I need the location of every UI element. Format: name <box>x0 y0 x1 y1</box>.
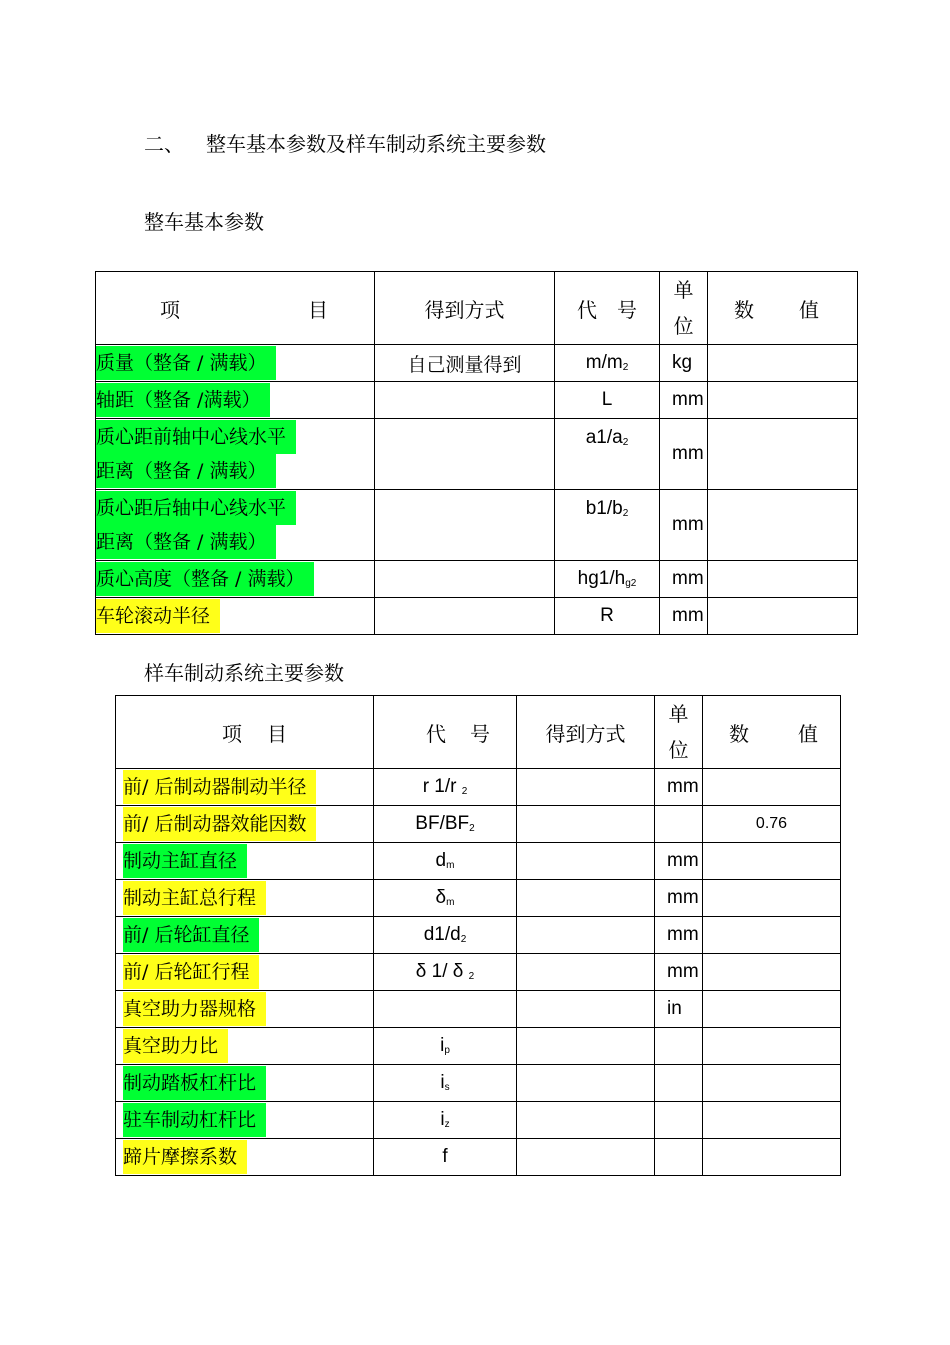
symbol-cell <box>555 345 660 382</box>
item-name-cell <box>116 1139 374 1176</box>
item-name-line <box>96 562 374 596</box>
item-name-line <box>96 420 374 454</box>
table-row <box>96 561 858 598</box>
item-name-cell <box>116 917 374 954</box>
method-cell <box>517 954 655 991</box>
table-row <box>116 843 841 880</box>
item-name-cell <box>116 806 374 843</box>
item-name-highlight: 前/ 后制动器制动半径 <box>123 770 316 804</box>
method-cell <box>517 917 655 954</box>
table-row <box>116 917 841 954</box>
symbol-subscript: m <box>446 897 455 908</box>
symbol-subscript: p <box>444 1045 450 1056</box>
item-name-cell <box>96 382 375 419</box>
table-row <box>96 419 858 490</box>
item-name-cell <box>96 490 375 561</box>
item-name-cell <box>96 598 375 635</box>
symbol-cell <box>374 1028 517 1065</box>
symbol-subscript: 2 <box>468 971 475 982</box>
table-row <box>96 598 858 635</box>
symbol-cell <box>374 1139 517 1176</box>
table-row <box>116 1028 841 1065</box>
section2-title: 样车制动系统主要参数 <box>144 661 344 685</box>
item-name-cell <box>116 1102 374 1139</box>
value-cell <box>703 1065 841 1102</box>
method-cell <box>375 382 555 419</box>
table-row <box>116 880 841 917</box>
item-name-highlight: 质心距后轴中心线水平 <box>96 491 296 525</box>
symbol-text: δ <box>435 887 447 908</box>
value-cell <box>708 419 858 490</box>
header-value: 数 值 <box>708 272 858 345</box>
item-name-line <box>96 599 374 633</box>
symbol-subscript: m <box>446 860 455 871</box>
symbol-text: b1/b <box>585 498 623 519</box>
symbol-subscript: 2 <box>461 786 468 797</box>
unit-cell: mm <box>655 769 703 806</box>
symbol-cell <box>374 917 517 954</box>
symbol-text: m/m <box>585 352 623 373</box>
unit-cell <box>655 1139 703 1176</box>
heading-text: 整车基本参数及样车制动系统主要参数 <box>206 132 546 156</box>
item-name-line <box>96 454 374 488</box>
item-name-highlight: 蹄片摩擦系数 <box>123 1140 247 1174</box>
item-name-highlight: 前/ 后轮缸直径 <box>123 918 259 952</box>
symbol-subscript: 2 <box>469 823 475 834</box>
value-cell <box>703 954 841 991</box>
method-cell <box>517 769 655 806</box>
item-name-highlight: 距离（整备 / 满载） <box>96 525 276 559</box>
symbol-cell <box>374 954 517 991</box>
symbol-text: δ 1/ δ <box>415 961 469 982</box>
symbol-cell <box>555 490 660 561</box>
symbol-cell <box>374 843 517 880</box>
method-cell <box>517 991 655 1028</box>
item-name-highlight: 质心高度（整备 / 满载） <box>96 562 314 596</box>
header-unit: 单 位 <box>660 272 708 345</box>
method-cell <box>517 1139 655 1176</box>
value-cell <box>708 598 858 635</box>
item-name-highlight: 真空助力比 <box>123 1029 228 1063</box>
symbol-cell <box>374 769 517 806</box>
table-row <box>116 1139 841 1176</box>
symbol-subscript: s <box>444 1082 450 1093</box>
item-name-highlight: 制动主缸总行程 <box>123 881 266 915</box>
method-cell <box>517 1065 655 1102</box>
method-cell <box>375 598 555 635</box>
symbol-text: d1/d <box>423 924 461 945</box>
unit-cell: mm <box>660 598 708 635</box>
table-row <box>116 954 841 991</box>
unit-cell: mm <box>660 561 708 598</box>
vehicle-params-table <box>95 271 858 635</box>
unit-cell: mm <box>655 954 703 991</box>
table-header-row <box>116 696 841 769</box>
value-cell <box>703 1139 841 1176</box>
item-name-highlight: 驻车制动杠杆比 <box>123 1103 266 1137</box>
table-row <box>96 490 858 561</box>
value-cell <box>703 991 841 1028</box>
header-item: 项 目 <box>116 696 374 769</box>
table-row <box>96 382 858 419</box>
document-heading <box>144 128 546 157</box>
symbol-cell <box>555 419 660 490</box>
method-cell <box>517 1102 655 1139</box>
symbol-subscript: 2 <box>622 362 629 373</box>
symbol-text: f <box>442 1146 448 1167</box>
unit-cell: mm <box>660 490 708 561</box>
symbol-subscript: 2 <box>622 508 629 519</box>
table-row <box>116 806 841 843</box>
value-cell <box>703 1102 841 1139</box>
method-cell: 自己测量得到 <box>375 345 555 382</box>
header-code: 代 号 <box>374 696 517 769</box>
method-cell <box>375 419 555 490</box>
value-cell: 0.76 <box>703 806 841 843</box>
value-cell <box>708 345 858 382</box>
value-cell <box>703 769 841 806</box>
unit-cell: mm <box>655 880 703 917</box>
method-cell <box>517 880 655 917</box>
item-name-cell <box>116 1065 374 1102</box>
symbol-text: R <box>600 605 614 626</box>
item-name-cell <box>116 769 374 806</box>
item-name-highlight: 前/ 后制动器效能因数 <box>123 807 316 841</box>
heading-number: 二、 <box>144 132 184 156</box>
header-code: 代 号 <box>555 272 660 345</box>
header-method: 得到方式 <box>517 696 655 769</box>
table-row <box>96 345 858 382</box>
symbol-cell <box>374 880 517 917</box>
unit-cell: in <box>655 991 703 1028</box>
value-cell <box>708 561 858 598</box>
symbol-cell <box>555 382 660 419</box>
symbol-text: i <box>440 1109 445 1130</box>
unit-cell: mm <box>655 917 703 954</box>
value-cell <box>703 1028 841 1065</box>
table-row <box>116 1102 841 1139</box>
method-cell <box>375 561 555 598</box>
header-method: 得到方式 <box>375 272 555 345</box>
symbol-subscript: z <box>444 1119 450 1130</box>
symbol-cell <box>374 1102 517 1139</box>
table-row <box>116 769 841 806</box>
item-name-cell <box>116 880 374 917</box>
section1-title: 整车基本参数 <box>144 210 264 234</box>
table-row <box>116 991 841 1028</box>
item-name-line <box>96 383 374 417</box>
symbol-cell <box>555 598 660 635</box>
symbol-text: i <box>440 1072 445 1093</box>
item-name-highlight: 质量（整备 / 满载） <box>96 346 276 380</box>
symbol-cell <box>374 806 517 843</box>
value-cell <box>703 880 841 917</box>
item-name-cell <box>96 419 375 490</box>
unit-cell <box>655 1102 703 1139</box>
item-name-highlight: 轴距（整备 /满载） <box>96 383 270 417</box>
item-name-highlight: 质心距前轴中心线水平 <box>96 420 296 454</box>
item-name-line <box>96 346 374 380</box>
unit-cell: mm <box>660 382 708 419</box>
brake-params-table <box>115 695 841 1176</box>
table-row <box>116 1065 841 1102</box>
unit-cell: kg <box>660 345 708 382</box>
symbol-cell <box>555 561 660 598</box>
item-name-highlight: 制动踏板杠杆比 <box>123 1066 266 1100</box>
symbol-subscript: 2 <box>622 437 629 448</box>
symbol-subscript: g2 <box>625 578 637 589</box>
item-name-cell <box>116 954 374 991</box>
header-unit: 单 位 <box>655 696 703 769</box>
header-value: 数 值 <box>703 696 841 769</box>
unit-cell <box>655 1065 703 1102</box>
item-name-cell <box>116 843 374 880</box>
symbol-subscript: 2 <box>460 934 467 945</box>
item-name-line <box>96 525 374 559</box>
item-name-highlight: 距离（整备 / 满载） <box>96 454 276 488</box>
item-name-cell <box>96 345 375 382</box>
symbol-text: r 1/r <box>422 776 462 797</box>
symbol-cell <box>374 1065 517 1102</box>
symbol-text: i <box>440 1035 445 1056</box>
method-cell <box>517 806 655 843</box>
unit-cell <box>655 806 703 843</box>
symbol-text: d <box>435 850 447 871</box>
item-name-highlight: 前/ 后轮缸行程 <box>123 955 259 989</box>
item-name-highlight: 真空助力器规格 <box>123 992 266 1026</box>
item-name-cell <box>116 1028 374 1065</box>
header-item: 项 目 <box>96 272 375 345</box>
symbol-text: a1/a <box>585 427 623 448</box>
value-cell <box>703 917 841 954</box>
item-name-cell <box>96 561 375 598</box>
method-cell <box>517 1028 655 1065</box>
value-cell <box>703 843 841 880</box>
item-name-highlight: 车轮滚动半径 <box>96 599 220 633</box>
item-name-highlight: 制动主缸直径 <box>123 844 247 878</box>
value-cell <box>708 382 858 419</box>
symbol-text: L <box>601 389 613 410</box>
method-cell <box>517 843 655 880</box>
unit-cell: mm <box>655 843 703 880</box>
value-cell <box>708 490 858 561</box>
symbol-cell <box>374 991 517 1028</box>
symbol-text: hg1/h <box>577 568 626 589</box>
item-name-line <box>96 491 374 525</box>
method-cell <box>375 490 555 561</box>
item-name-cell <box>116 991 374 1028</box>
unit-cell: mm <box>660 419 708 490</box>
table-header-row <box>96 272 858 345</box>
unit-cell <box>655 1028 703 1065</box>
symbol-text: BF/BF <box>415 813 470 834</box>
